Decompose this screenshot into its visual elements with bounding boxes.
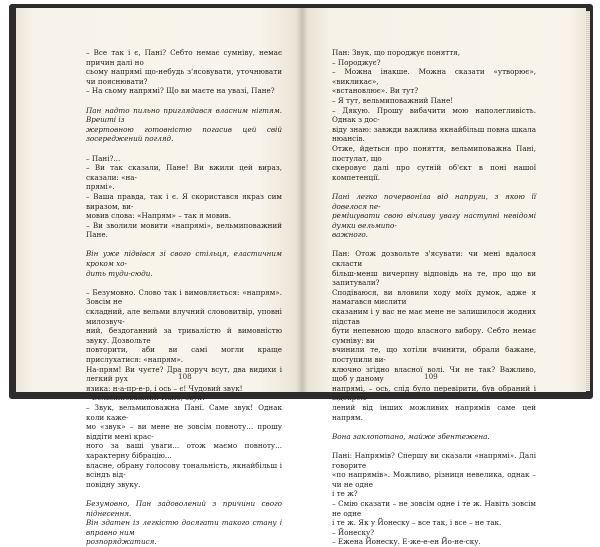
right-page xyxy=(302,8,586,547)
text-line: ключно згідно власної волі. Чи не так? Важливо, щоб у даному xyxy=(332,364,536,384)
left-page-text xyxy=(86,48,282,547)
text-line: віду знаю: завжди важлива якнайбільш повна шкала нюансів. xyxy=(332,124,536,144)
text-line: – Можна інакше. Можна сказати «утворює», «викликає», xyxy=(332,67,536,86)
text-line: – Вельмиповажний Пане, звук? xyxy=(86,393,206,403)
text-line: сьому напрямі що-небудь з'ясовувати, уточнювати чи пояснювати? xyxy=(86,67,282,86)
text-line: «встановлює». Ви тут? xyxy=(332,86,419,96)
page-number: 108 xyxy=(178,372,192,381)
text-line: – Смію сказати – не зовсім одне і те ж. Навіть зовсім не одне xyxy=(332,498,536,518)
text-line: прямі». xyxy=(86,182,115,192)
text-line: Пан: Звук, що породжує поняття, xyxy=(332,48,460,57)
text-line: – Звук, вельмиповажна Пані. Саме звук! Однак коли каже- xyxy=(86,402,282,422)
page-edge xyxy=(586,11,590,391)
text-line: розпоряджатися. xyxy=(86,537,157,547)
text-line: Пан надто пильно приглядався власним нігтям. Врешті із xyxy=(86,105,282,125)
text-line: сказаним і у вас не має мене не залишилося жодних підстав xyxy=(332,307,536,326)
text-line: важного. xyxy=(332,230,368,240)
left-page xyxy=(16,8,302,547)
text-line: Він уже підвівся зі свого стільця, еластичним кроком хо- xyxy=(86,249,282,269)
text-line: – Ваша правда, так і є. Я скористався якраз сим виразом, ви- xyxy=(86,191,282,211)
text-line: – Все так і є, Пані? Себто немає сумніву, немає причин далі но xyxy=(86,48,282,67)
text-line: мовив слова: «Напрям» – так я мовив. xyxy=(86,211,232,221)
text-line: жертовною готовністю погасив цей свій зосереджений погляд. xyxy=(86,124,282,144)
text-line: лений від інших можливих напрямів саме цей напрям. xyxy=(332,402,536,422)
text-line: і те ж? xyxy=(332,489,358,499)
text-line: На-прям! Ви чуєте? Дра поруч всут, два видихи і легкий рух xyxy=(86,364,282,384)
text-line: повідну звуку. xyxy=(86,479,141,489)
text-line: повторити, аби ви самі могли краще прислухатися: «напрям». xyxy=(86,345,282,364)
text-line: – Я тут, вельмиповажний Пане! xyxy=(332,95,454,105)
text-line: більш-менш вичерпну відповідь на те, про що ви запитували? xyxy=(332,268,536,288)
text-line: – Безумовно. Слово так і вимовляється: «напрям». Зовсім не xyxy=(86,287,282,307)
text-line: вчинили те, що хотіли вчинити, обрали бажане, поступили ви- xyxy=(332,345,536,364)
text-line: власне, обрану голосову тональність, якнайбільш і всіндъ від- xyxy=(86,460,282,480)
text-line: і те ж. Як у Йонеску – все так, і все – не так. xyxy=(332,518,502,528)
text-line: – Ви так сказали, Пане! Ви вжили цей вираз, сказали: «на- xyxy=(86,163,282,182)
text-line: Вона заклопотано, майже збентежена. xyxy=(332,431,490,441)
text-line: ремішувати свою вічливу увагу наступні невідомі думки вельмипо- xyxy=(332,211,536,230)
text-line: – Ви зволили мовити «напрямі», вельмиповажний Пане. xyxy=(86,220,282,240)
text-line: – Йонеску? xyxy=(332,527,375,537)
right-page-text xyxy=(332,48,536,547)
text-line: Він здатен із легкістю досягати такого стану і вправно ним xyxy=(86,518,282,537)
text-line: бути непевною щодо власного вибору. Себто немає сумніву: ви xyxy=(332,326,536,345)
text-line: дить туди-сюди. xyxy=(86,268,153,278)
page-number: 109 xyxy=(424,372,438,381)
text-line: Отже, йдеться про поняття, вельмиповажна Пані, постулат, що xyxy=(332,143,536,163)
text-line: «по напрямів». Можливо, різниця невелика, однак – чи не одне xyxy=(332,470,536,489)
text-line: – На сьому напрямі? Що ви маєте на увазі, Пане? xyxy=(86,86,275,96)
text-line: Сподіваюся, ви вловили ходу моїх думок, адже я намагався мислити xyxy=(332,287,536,307)
text-line: складний, але вельми влучний слововитвір, уповні милозвуч- xyxy=(86,307,282,326)
text-line: ного за ваші уваги... отож маємо повноту... характерну бібрацію... xyxy=(86,441,282,460)
text-line: – Ежена Йонеску. Е-же-е-ен Йо-не-ску. xyxy=(332,537,481,547)
text-line: ний, бездоганний за тривалістю й вимовністю звуку. Дозвольте xyxy=(86,326,282,345)
text-line: Пані: Напрямів? Спершу ви сказали «напрямі». Далі говорите xyxy=(332,450,536,470)
text-line: Безумовно, Пан задоволений з причини свого піднесення. xyxy=(86,498,282,518)
text-line: – Пані?... xyxy=(86,153,121,163)
text-line: напрямі, – ось, слід було перевірити, був обраний і відокрем- xyxy=(332,383,536,403)
text-line: Пані легко почервоніла від напруги, з якою її довелося пе- xyxy=(332,191,536,211)
text-line: язика: н-а-пр-е-р, і ось – є! Чудовий звук! xyxy=(86,383,243,393)
text-line: – Дякую. Прошу вибачити мою наполегливість. Однак з дос- xyxy=(332,105,536,125)
open-book xyxy=(16,8,586,547)
text-line: мо «звук» – ви мене не зовсім повноту... прошу віддіти мені крас- xyxy=(86,422,282,441)
text-line: Пан: Отож дозвольте з'ясувати: чи мені вдалося скласти xyxy=(332,249,536,269)
text-line: – Породжує? xyxy=(332,57,381,67)
text-line: скеровує далі про сутній об'єкт в поні нашої компетенції. xyxy=(332,163,536,182)
